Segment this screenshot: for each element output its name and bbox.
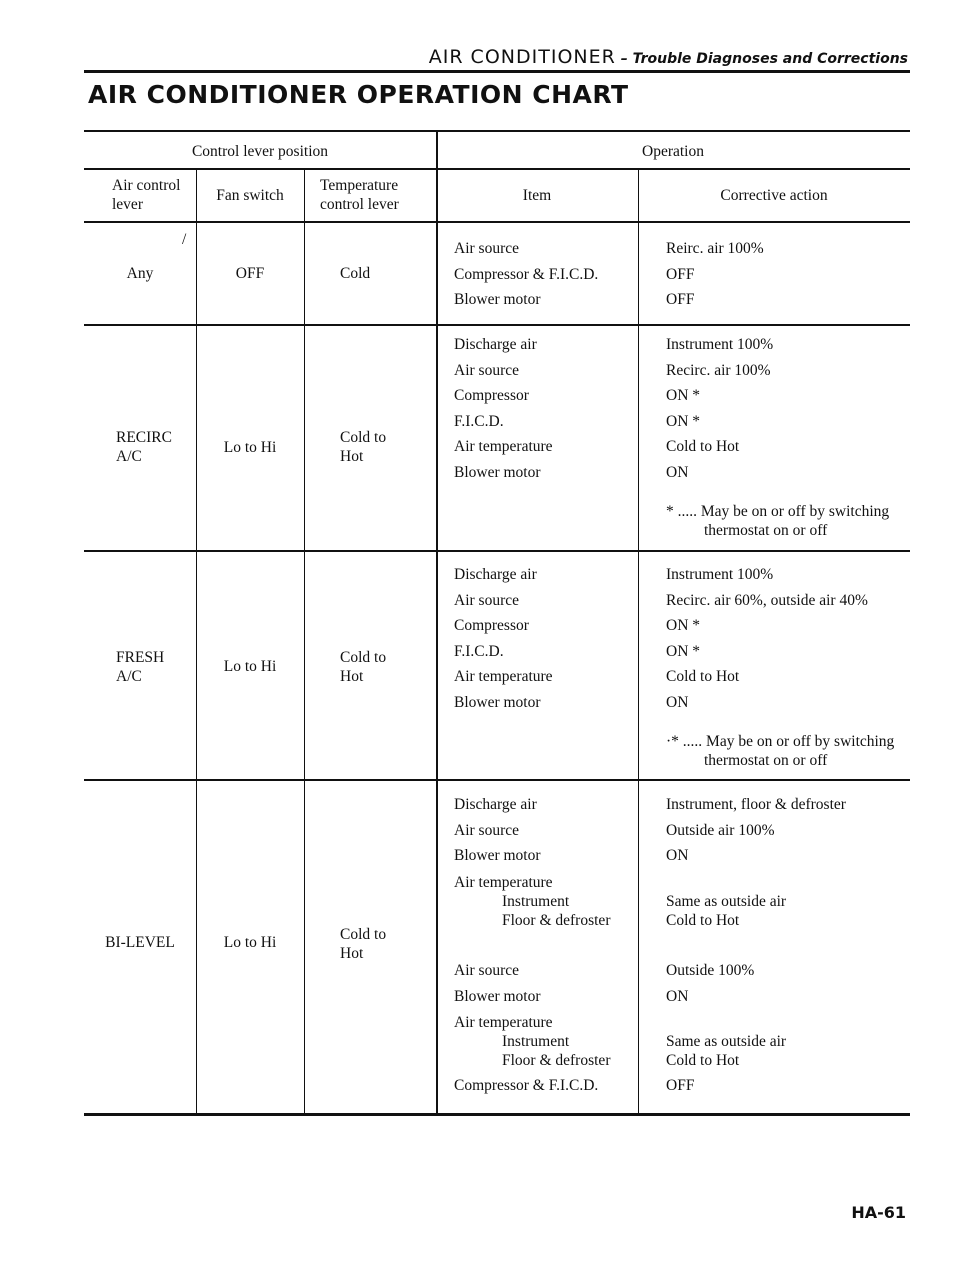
list-item: ON * xyxy=(666,617,701,634)
col-header-corrective-action: Corrective action xyxy=(720,187,828,204)
row-4-fan-switch: Lo to Hi xyxy=(223,934,277,951)
list-item: Outside 100% xyxy=(666,962,755,979)
list-item: Air temperature xyxy=(454,438,553,455)
chart-title: AIR CONDITIONER OPERATION CHART xyxy=(88,80,629,109)
list-item: ON * xyxy=(666,412,701,430)
list-item: Compressor xyxy=(454,617,529,634)
list-item: Instrument 100% xyxy=(666,336,774,353)
table-bottom-rule xyxy=(84,1113,910,1116)
list-item: Discharge air xyxy=(454,336,537,353)
row-2-items xyxy=(454,332,553,485)
list-item: Recirc. air 60%, outside air 40% xyxy=(666,591,868,609)
list-item: Air source xyxy=(454,591,519,609)
list-item: OFF xyxy=(666,291,695,308)
list-item: Air temperature xyxy=(454,668,553,685)
list-item: Discharge air xyxy=(454,566,537,583)
row-4-last-item: Compressor & F.I.C.D. xyxy=(454,1077,599,1094)
row-1-temperature: Cold xyxy=(340,265,371,282)
list-item: Blower motor xyxy=(454,847,541,864)
list-item: Blower motor xyxy=(454,693,541,711)
group-header-operation: Operation xyxy=(642,143,704,160)
row-1-fan-switch: OFF xyxy=(235,265,265,282)
row-4-items-a xyxy=(454,792,541,869)
list-item: Cold to Hot xyxy=(666,668,740,685)
row-3-items xyxy=(454,562,553,715)
row-3-footnote: ·* ..... May be on or off by switching thermostat on or off xyxy=(666,733,895,769)
col-divider-fan xyxy=(196,168,197,1113)
row-1-air-control: Any xyxy=(126,265,154,282)
group-header-rule xyxy=(84,168,910,170)
row-4-actions-b xyxy=(666,958,754,1009)
page-number: HA-61 xyxy=(851,1203,906,1222)
row-rule-2 xyxy=(84,550,910,552)
list-item: Air source xyxy=(454,240,519,257)
list-item: Cold to Hot xyxy=(666,438,740,455)
row-4-temperature: Cold to Hot xyxy=(340,926,387,962)
row-rule-3 xyxy=(84,779,910,781)
col-header-item: Item xyxy=(522,187,552,204)
list-item: Reirc. air 100% xyxy=(666,240,764,257)
list-item: Discharge air xyxy=(454,796,537,813)
list-item: Air source xyxy=(454,361,519,379)
row-2-footnote: * ..... May be on or off by switching thermostat on or off xyxy=(666,503,890,539)
row-4-air-temperature-b-values: Same as outside air Cold to Hot xyxy=(666,1033,787,1069)
row-4-air-temperature-a: Air temperature Instrument Floor & defroster xyxy=(454,874,611,929)
row-1-actions xyxy=(666,236,764,313)
list-item: ON * xyxy=(666,642,701,660)
list-item: Blower motor xyxy=(454,291,541,308)
list-item: ON xyxy=(666,987,689,1005)
row-1-items xyxy=(454,236,598,313)
list-item: ON * xyxy=(666,387,701,404)
row-3-temperature: Cold to Hot xyxy=(340,649,387,685)
row-4-last-action: OFF xyxy=(666,1077,695,1094)
row-1-mark: / xyxy=(182,231,187,248)
col-divider-action xyxy=(638,168,639,1113)
list-item: F.I.C.D. xyxy=(454,642,504,660)
running-header xyxy=(429,46,908,68)
list-item: OFF xyxy=(666,265,695,283)
row-2-air-control: RECIRC A/C xyxy=(116,429,172,465)
header-rule xyxy=(84,70,910,73)
list-item: Instrument, floor & defroster xyxy=(666,796,846,813)
row-2-temperature: Cold to Hot xyxy=(340,429,387,465)
list-item: Blower motor xyxy=(454,463,541,481)
row-3-actions xyxy=(666,562,868,715)
row-4-items-b xyxy=(454,958,541,1009)
running-header-section: AIR CONDITIONER xyxy=(428,46,616,68)
row-4-air-temperature-a-values: Same as outside air Cold to Hot xyxy=(666,893,787,929)
row-4-actions-a xyxy=(666,792,846,869)
col-header-air-control: Air control lever xyxy=(112,177,181,213)
col-divider-temp xyxy=(304,168,305,1113)
list-item: ON xyxy=(666,847,689,864)
list-item: Outside air 100% xyxy=(666,821,775,839)
list-item: Compressor & F.I.C.D. xyxy=(454,265,599,283)
list-item: Recirc. air 100% xyxy=(666,361,771,379)
table-top-rule xyxy=(84,130,910,132)
col-header-fan-switch: Fan switch xyxy=(216,187,284,204)
col-header-temperature: Temperature control lever xyxy=(320,177,399,213)
list-item: Instrument 100% xyxy=(666,566,774,583)
list-item: Blower motor xyxy=(454,987,541,1005)
row-2-actions xyxy=(666,332,773,485)
column-header-rule xyxy=(84,221,910,223)
row-rule-1 xyxy=(84,324,910,326)
row-3-air-control: FRESH A/C xyxy=(116,649,165,685)
row-4-air-control: BI-LEVEL xyxy=(105,934,175,951)
row-2-fan-switch: Lo to Hi xyxy=(223,439,277,456)
running-header-subtitle: – Trouble Diagnoses and Corrections xyxy=(615,51,908,67)
list-item: Compressor xyxy=(454,387,529,404)
list-item: F.I.C.D. xyxy=(454,412,504,430)
operation-chart-table xyxy=(84,130,910,1115)
list-item: ON xyxy=(666,463,689,481)
list-item: ON xyxy=(666,693,689,711)
col-divider-operation xyxy=(436,130,438,1113)
row-3-fan-switch: Lo to Hi xyxy=(223,658,277,675)
group-header-control: Control lever position xyxy=(191,143,329,160)
list-item: Air source xyxy=(454,962,519,979)
list-item: Air source xyxy=(454,821,519,839)
row-4-air-temperature-b: Air temperature Instrument Floor & defroster xyxy=(454,1014,611,1069)
